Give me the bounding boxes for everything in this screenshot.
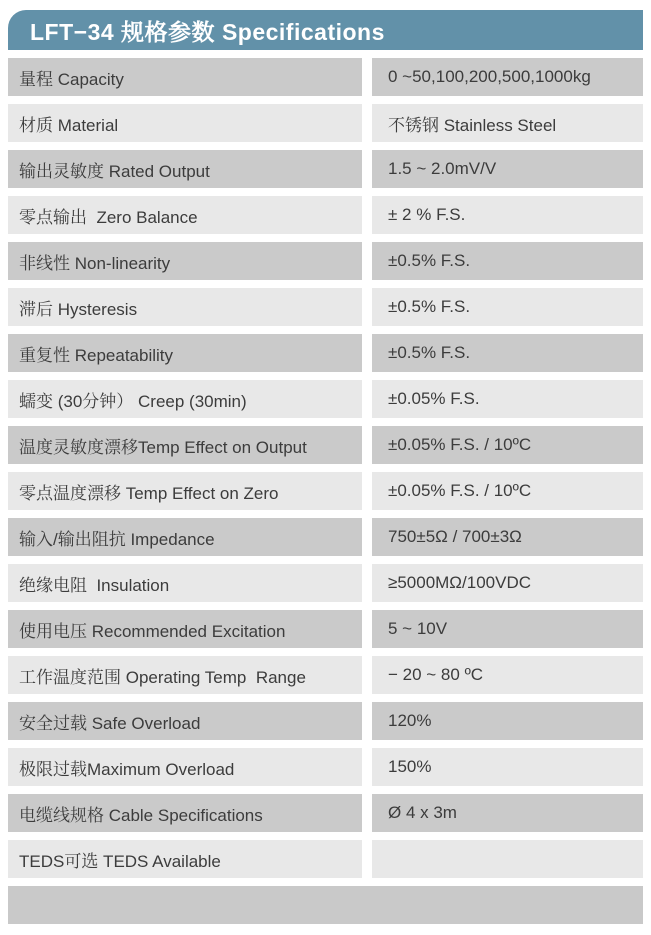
spec-value-impedance: 750±5Ω / 700±3Ω [372, 518, 643, 556]
spec-label-hysteresis: 滞后 Hysteresis [8, 288, 362, 326]
table-row [8, 656, 643, 694]
spec-label-cable: 电缆线规格 Cable Specifications [8, 794, 362, 832]
table-row [8, 748, 643, 786]
table-row [8, 610, 643, 648]
page-title: LFT−34 规格参数 Specifications [30, 18, 385, 45]
table-row [8, 288, 643, 326]
table-row [8, 472, 643, 510]
spec-label-non-linearity: 非线性 Non-linearity [8, 242, 362, 280]
table-row [8, 104, 643, 142]
spec-label-operating-temp: 工作温度范围 Operating Temp Range [8, 656, 362, 694]
spec-label-max-overload: 极限过载Maximum Overload [8, 748, 362, 786]
spec-label-material: 材质 Material [8, 104, 362, 142]
spec-label-insulation: 绝缘电阻 Insulation [8, 564, 362, 602]
spec-value-rated-output: 1.5 ~ 2.0mV/V [372, 150, 643, 188]
spec-value-max-overload: 150% [372, 748, 643, 786]
table-row [8, 564, 643, 602]
spec-label-rated-output: 输出灵敏度 Rated Output [8, 150, 362, 188]
spec-label-impedance: 输入/输出阻抗 Impedance [8, 518, 362, 556]
spec-value-creep: ±0.05% F.S. [372, 380, 643, 418]
spec-label-safe-overload: 安全过载 Safe Overload [8, 702, 362, 740]
table-row [8, 702, 643, 740]
spec-value-temp-effect-zero: ±0.05% F.S. / 10ºC [372, 472, 643, 510]
spec-value-capacity: 0 ~50,100,200,500,1000kg [372, 58, 643, 96]
spec-value-teds [372, 840, 643, 878]
table-row [8, 58, 643, 96]
spec-label-zero-balance: 零点输出 Zero Balance [8, 196, 362, 234]
table-row [8, 426, 643, 464]
spec-value-repeatability: ±0.5% F.S. [372, 334, 643, 372]
table-row [8, 150, 643, 188]
spec-value-safe-overload: 120% [372, 702, 643, 740]
spec-value-insulation: ≥5000MΩ/100VDC [372, 564, 643, 602]
spec-label-capacity: 量程 Capacity [8, 58, 362, 96]
table-row [8, 794, 643, 832]
spec-value-material: 不锈钢 Stainless Steel [372, 104, 643, 142]
table-row [8, 380, 643, 418]
spec-table [8, 58, 643, 878]
spec-label-creep: 蠕变 (30分钟） Creep (30min) [8, 380, 362, 418]
spec-label-excitation: 使用电压 Recommended Excitation [8, 610, 362, 648]
table-row [8, 518, 643, 556]
spec-value-non-linearity: ±0.5% F.S. [372, 242, 643, 280]
bottom-bar [8, 886, 643, 924]
spec-label-repeatability: 重复性 Repeatability [8, 334, 362, 372]
table-row [8, 196, 643, 234]
spec-label-temp-effect-zero: 零点温度漂移 Temp Effect on Zero [8, 472, 362, 510]
table-row [8, 242, 643, 280]
table-row [8, 840, 643, 878]
spec-value-operating-temp: − 20 ~ 80 ºC [372, 656, 643, 694]
spec-value-cable: Ø 4 x 3m [372, 794, 643, 832]
spec-value-hysteresis: ±0.5% F.S. [372, 288, 643, 326]
header-bar [8, 10, 643, 50]
spec-value-zero-balance: ± 2 % F.S. [372, 196, 643, 234]
spec-value-excitation: 5 ~ 10V [372, 610, 643, 648]
spec-label-temp-effect-output: 温度灵敏度漂移Temp Effect on Output [8, 426, 362, 464]
table-row [8, 334, 643, 372]
spec-label-teds: TEDS可选 TEDS Available [8, 840, 362, 878]
spec-value-temp-effect-output: ±0.05% F.S. / 10ºC [372, 426, 643, 464]
